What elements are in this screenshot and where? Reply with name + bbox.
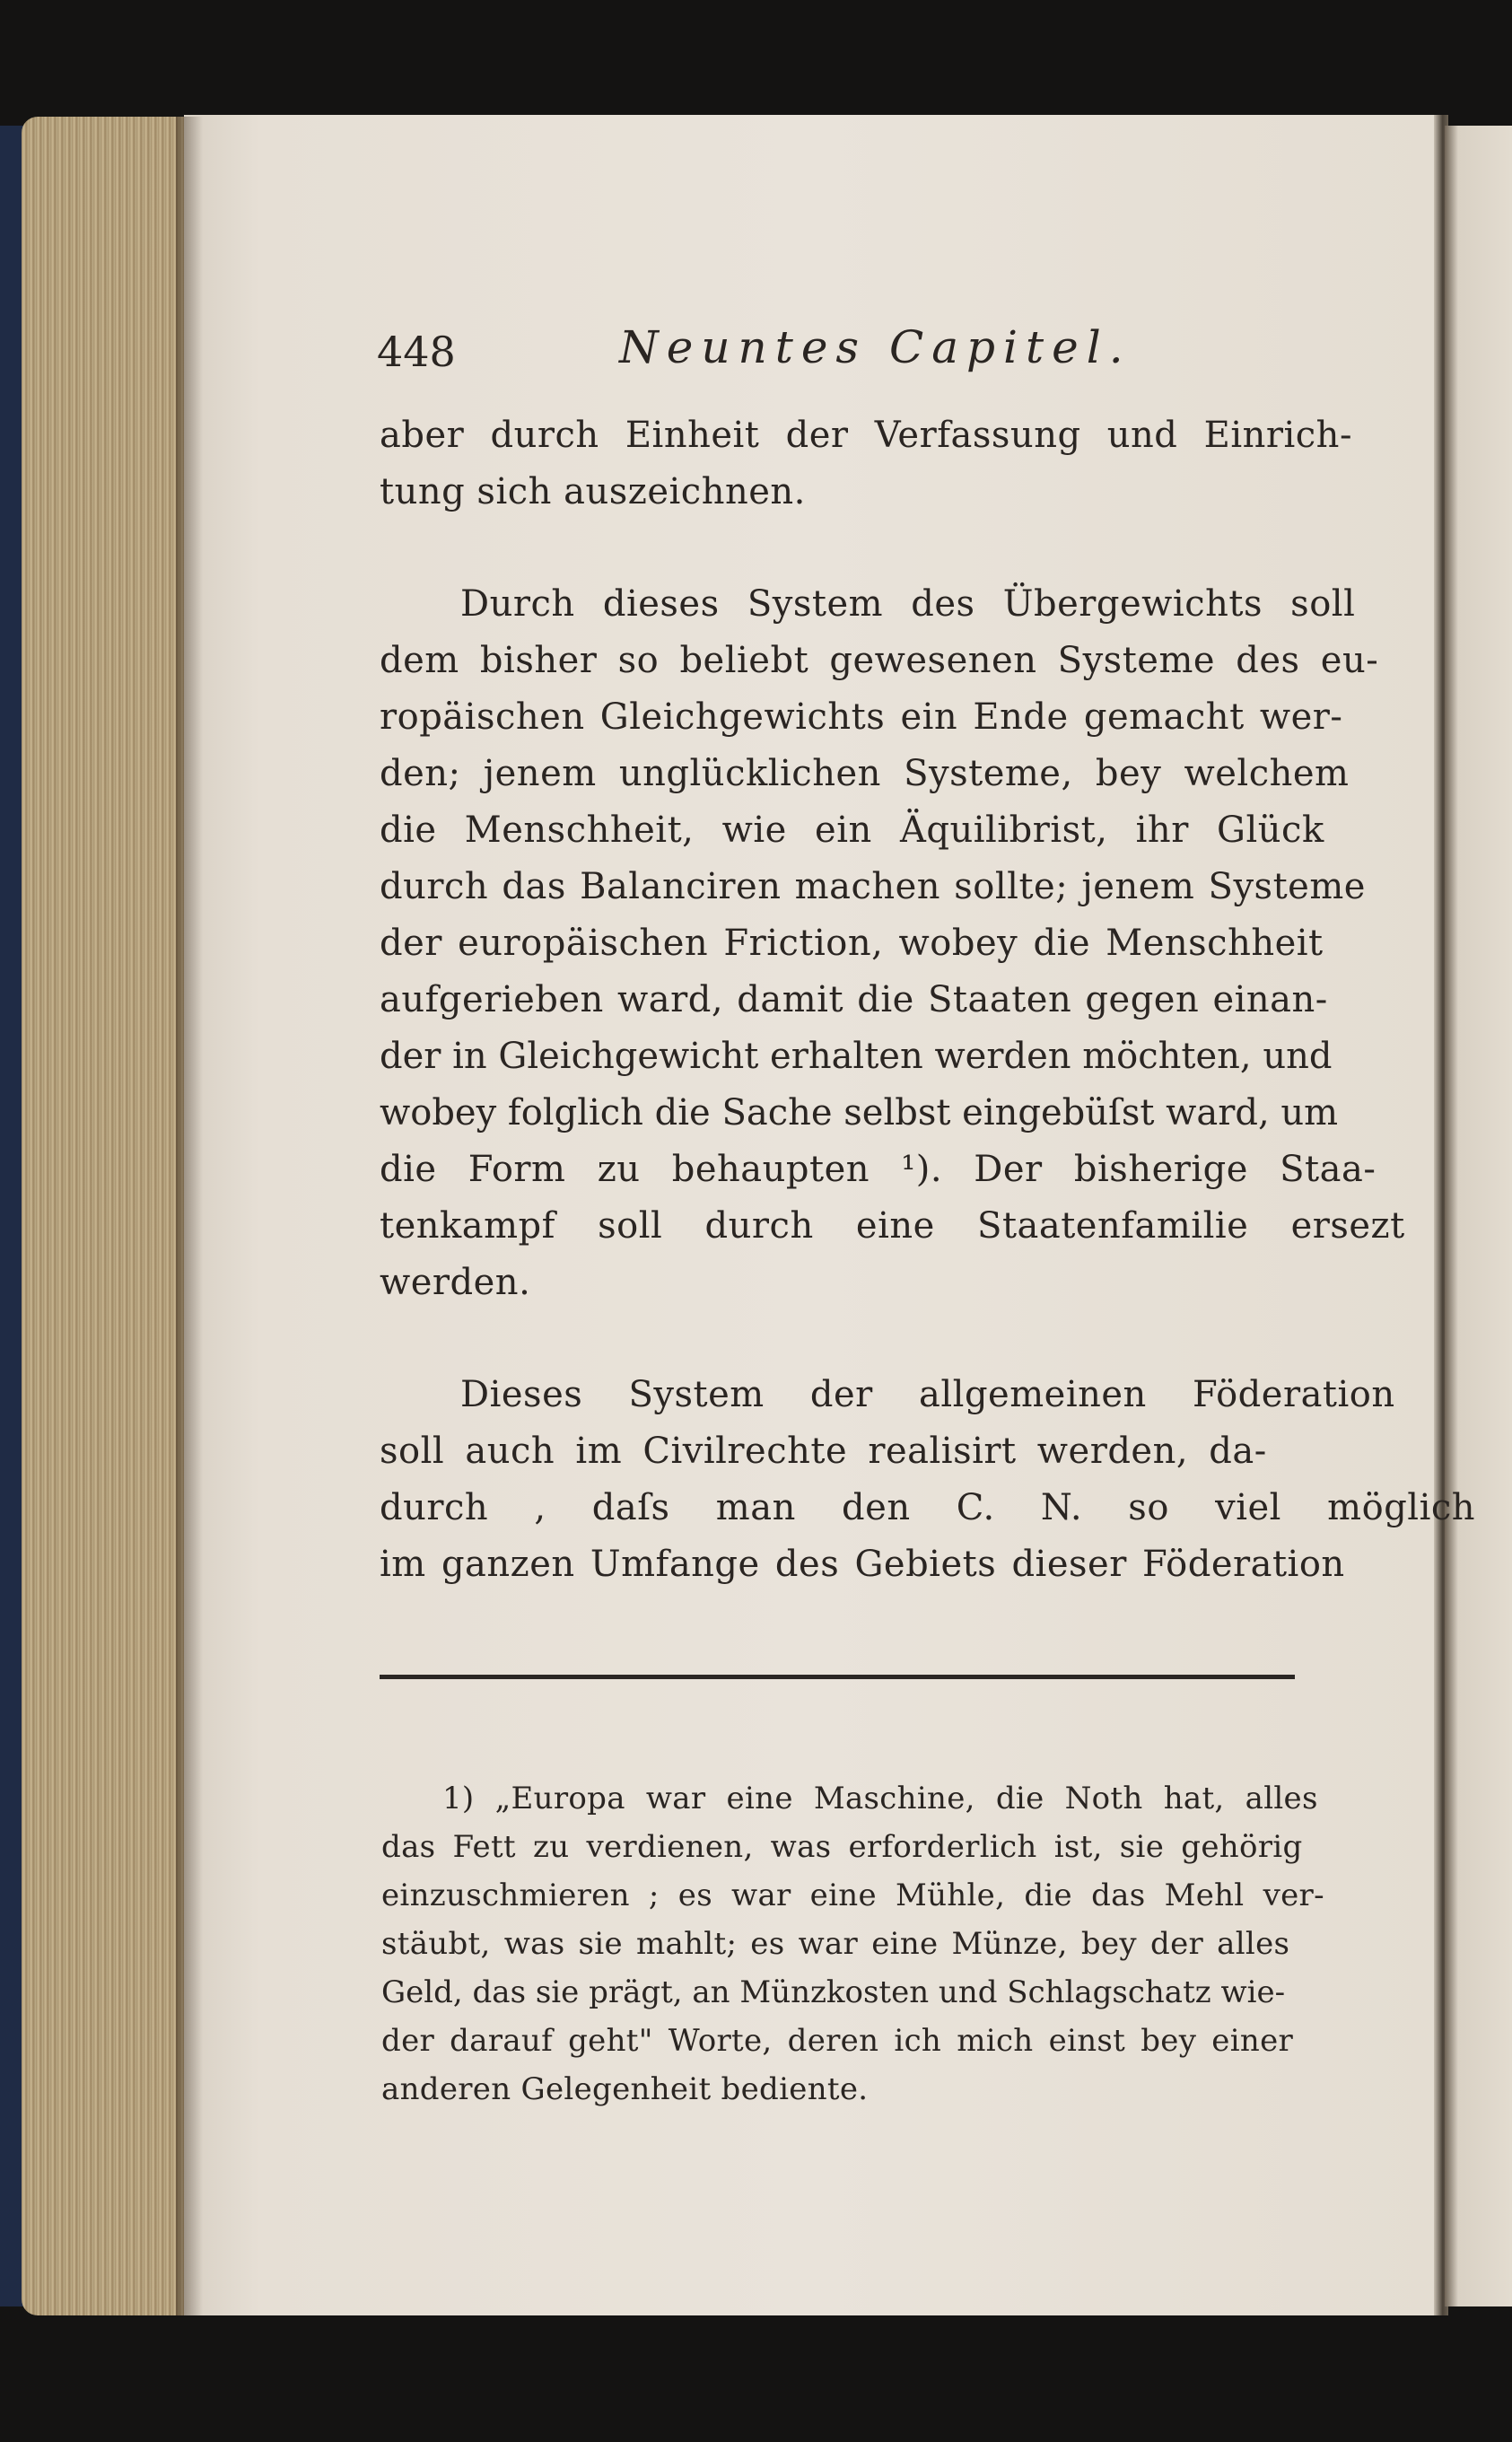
body-line: werden. xyxy=(380,1262,531,1303)
body-line: ropäischen Gleichgewichts ein Ende gemacht wer- xyxy=(380,696,1343,738)
running-title: Neuntes Capitel. xyxy=(619,321,1132,373)
page-gutter-shadow xyxy=(176,117,203,2315)
body-line: die Form zu behaupten ¹). Der bisherige Staa- xyxy=(380,1149,1377,1190)
body-line: soll auch im Civilrechte realisirt werden, da- xyxy=(380,1431,1267,1472)
body-line: den; jenem unglücklichen Systeme, bey welchem xyxy=(380,753,1350,794)
body-line: durch , daſs man den C. N. so viel möglich xyxy=(380,1487,1476,1528)
footnote-line: anderen Gelegenheit bediente. xyxy=(381,2071,869,2107)
body-line: der europäischen Friction, wobey die Menschheit xyxy=(380,923,1324,964)
body-line: tung sich auszeichnen. xyxy=(380,471,806,512)
body-line: aber durch Einheit der Verfassung und Einrich- xyxy=(380,415,1352,456)
body-line: wobey folglich die Sache selbst eingebüſst ward, um xyxy=(380,1092,1339,1133)
footnote-divider xyxy=(380,1675,1295,1679)
footnote-line: der darauf geht" Worte, deren ich mich einst bey einer xyxy=(381,2023,1294,2059)
footnote-line: das Fett zu verdienen, was erforderlich ist, sie gehörig xyxy=(381,1829,1303,1865)
footnote-line: Geld, das sie prägt, an Münzkosten und Schlagschatz wie- xyxy=(381,1974,1286,2010)
body-line: die Menschheit, wie ein Äquilibrist, ihr Glück xyxy=(380,810,1324,851)
page-block-edges xyxy=(22,117,188,2315)
page-number: 448 xyxy=(377,328,456,376)
body-line: Dieses System der allgemeinen Föderation xyxy=(460,1374,1395,1415)
body-line: der in Gleichgewicht erhalten werden möchten, und xyxy=(380,1036,1333,1077)
footnote-line: einzuschmieren ; es war eine Mühle, die das Mehl ver- xyxy=(381,1877,1324,1913)
facing-page-edge xyxy=(1445,126,1512,2306)
body-line: Durch dieses System des Übergewichts soll xyxy=(460,583,1356,625)
body-line: dem bisher so beliebt gewesenen Systeme des eu- xyxy=(380,640,1379,681)
body-line: im ganzen Umfange des Gebiets dieser Föderation xyxy=(380,1544,1345,1585)
body-line: tenkampf soll durch eine Staatenfamilie ersezt xyxy=(380,1205,1405,1247)
footnote-line: 1) „Europa war eine Maschine, die Noth hat, alles xyxy=(442,1781,1318,1816)
body-line: durch das Balanciren machen sollte; jenem Systeme xyxy=(380,866,1366,907)
body-line: aufgerieben ward, damit die Staaten gegen einan- xyxy=(380,979,1328,1020)
footnote-line: stäubt, was sie mahlt; es war eine Münze, bey der alles xyxy=(381,1926,1290,1962)
